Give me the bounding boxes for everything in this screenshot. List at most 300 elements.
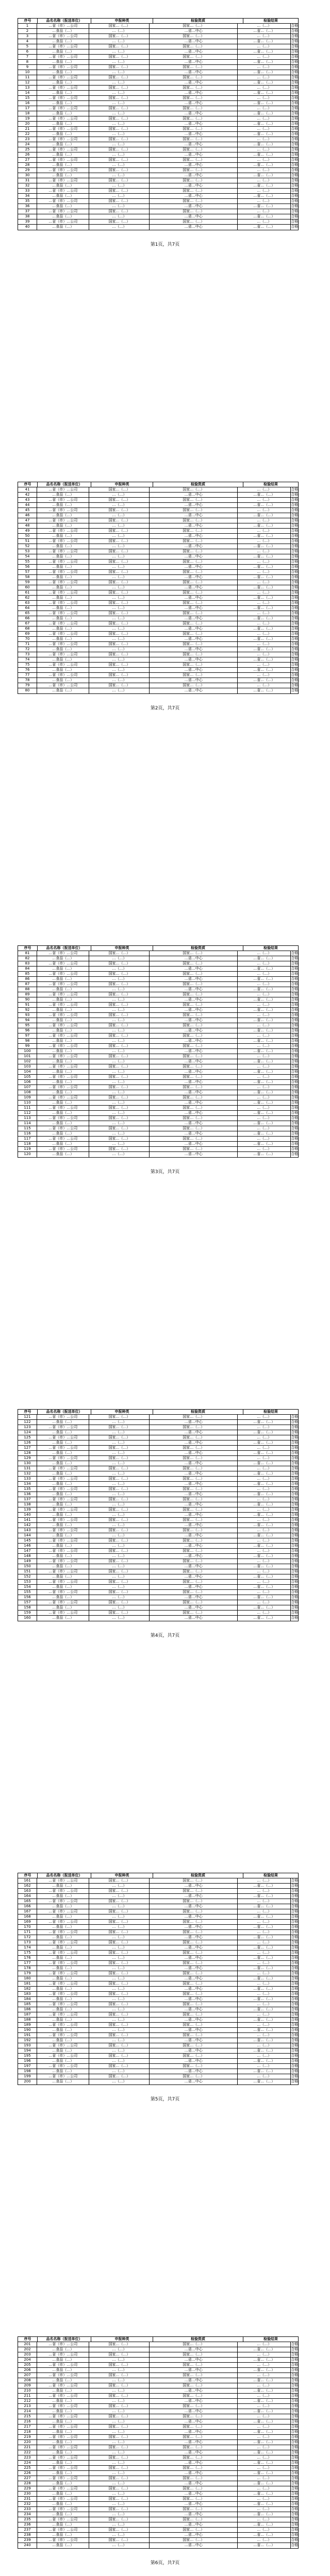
table-cell: 195 xyxy=(18,2054,37,2058)
table-cell: 94 xyxy=(18,1018,37,1023)
table-cell: …食品（…） xyxy=(37,2461,89,2465)
table-cell: 合格 xyxy=(291,2074,298,2078)
table-cell: …省…（…） xyxy=(238,493,291,497)
table-row xyxy=(18,1564,298,1569)
table-cell: 合格 xyxy=(291,2342,298,2346)
table-cell: …省（市）…公司 xyxy=(37,2074,89,2079)
table-row xyxy=(18,570,298,575)
table-cell: …（…） xyxy=(238,2342,291,2347)
table-row xyxy=(18,1894,298,1899)
table-cell: …省…中心 xyxy=(150,596,238,600)
table-cell: 143 xyxy=(18,1528,37,1533)
table-cell: …省（市）…公司 xyxy=(37,127,89,131)
table-cell: …省…中心 xyxy=(150,111,238,116)
table-cell: 国家…（…） xyxy=(150,601,238,605)
table-row xyxy=(18,1920,298,1925)
table-cell: …省…（…） xyxy=(238,2522,291,2527)
table-header-cell: 检验资质 xyxy=(153,2337,243,2342)
table-cell: 国家…（…） xyxy=(150,951,238,956)
table-row xyxy=(18,1425,298,1430)
table-cell: …（…） xyxy=(238,673,291,677)
table-cell: …食品（…） xyxy=(37,2533,89,2537)
table-cell: …省…（…） xyxy=(238,1595,291,1600)
table-cell: 合格 xyxy=(291,1549,298,1553)
table-cell: 国家…（…） xyxy=(89,1085,150,1090)
table-cell: 合格 xyxy=(291,637,298,641)
table-cell: 150 xyxy=(18,1564,37,1569)
table-cell: …省…中心 xyxy=(150,1894,238,1899)
table-cell: …（…） xyxy=(238,1126,291,1131)
table-row xyxy=(18,142,298,147)
table-cell: 合格 xyxy=(291,106,298,110)
table-cell: 国家…（…） xyxy=(150,1003,238,1007)
document-page xyxy=(0,1391,330,1855)
table-cell: …食品（…） xyxy=(37,544,89,549)
table-cell: …（…） xyxy=(238,992,291,997)
table-cell: …（…） xyxy=(89,2059,150,2063)
table-row xyxy=(18,219,298,225)
table-row xyxy=(18,688,298,693)
table-row xyxy=(18,2543,298,2548)
table-cell: …省…中心 xyxy=(150,1574,238,1579)
table-cell: 国家…（…） xyxy=(89,189,150,193)
table-cell: 46 xyxy=(18,513,37,518)
table-cell: …省（市）…公司 xyxy=(37,86,89,90)
table-cell: 国家…（…） xyxy=(150,1075,238,1079)
table-cell: 167 xyxy=(18,1909,37,1914)
table-cell: …（…） xyxy=(89,1090,150,1095)
table-cell: 国家…（…） xyxy=(89,1435,150,1440)
table-cell: …（…） xyxy=(238,487,291,492)
table-cell: …省（市）…公司 xyxy=(37,1044,89,1048)
table-cell: 200 xyxy=(18,2079,37,2084)
table-cell: …省…（…） xyxy=(238,111,291,116)
table-row xyxy=(18,967,298,972)
table-cell: 171 xyxy=(18,1930,37,1935)
table-cell: 合格 xyxy=(291,2538,298,2542)
table-cell: 国家…（…） xyxy=(89,1909,150,1914)
table-cell: 27 xyxy=(18,158,37,162)
table-cell: 国家…（…） xyxy=(150,1054,238,1059)
table-cell: …省…（…） xyxy=(238,2502,291,2506)
table-cell: 合格 xyxy=(291,1054,298,1058)
table-cell: 国家…（…） xyxy=(89,34,150,39)
table-cell: 国家…（…） xyxy=(150,1137,238,1141)
table-cell: 合格 xyxy=(291,1992,298,1996)
table-cell: …（…） xyxy=(238,652,291,657)
table-cell: 126 xyxy=(18,1440,37,1445)
table-cell: 国家…（…） xyxy=(89,158,150,162)
table-cell: …食品（…） xyxy=(37,122,89,126)
table-cell: …省…中心 xyxy=(150,163,238,167)
table-cell: 国家…（…） xyxy=(89,2414,150,2419)
table-cell: 113 xyxy=(18,1116,37,1121)
table-cell: …（…） xyxy=(238,96,291,100)
table-cell: 国家…（…） xyxy=(150,1878,238,1883)
table-cell: …（…） xyxy=(89,1492,150,1497)
table-cell: …省（市）…公司 xyxy=(37,1446,89,1450)
table-cell: 85 xyxy=(18,972,37,976)
table-cell: …省…中心 xyxy=(150,29,238,33)
table-cell: …省（市）…公司 xyxy=(37,673,89,677)
table-cell: …食品（…） xyxy=(37,2471,89,2476)
table-row xyxy=(18,34,298,39)
table-cell: 国家…（…） xyxy=(150,116,238,121)
table-header-cell: 检验资质 xyxy=(153,946,243,951)
table-cell: 52 xyxy=(18,544,37,549)
table-cell: …省…中心 xyxy=(150,132,238,137)
table-cell: …（…） xyxy=(238,34,291,39)
table-cell: 合格 xyxy=(291,1003,298,1007)
table-cell: 国家…（…） xyxy=(89,498,150,502)
table-cell: 合格 xyxy=(291,1075,298,1079)
table-cell: 国家…（…） xyxy=(150,1477,238,1481)
table-cell: 68 xyxy=(18,626,37,631)
table-cell: …食品（…） xyxy=(37,1935,89,1940)
table-cell: 141 xyxy=(18,1518,37,1522)
table-cell: …（…） xyxy=(89,2440,150,2445)
table-cell: …省（市）…公司 xyxy=(37,116,89,121)
table-cell: 国家…（…） xyxy=(150,2352,238,2357)
table-cell: …省（市）…公司 xyxy=(37,2517,89,2522)
table-cell: 合格 xyxy=(291,2466,298,2470)
table-cell: …省…中心 xyxy=(150,80,238,85)
table-cell: …食品（…） xyxy=(37,1471,89,1476)
table-cell: 国家…（…） xyxy=(89,137,150,142)
table-cell: 国家…（…） xyxy=(150,2023,238,2027)
table-cell: 合格 xyxy=(291,214,298,218)
table-cell: 合格 xyxy=(291,1956,298,1960)
table-cell: 89 xyxy=(18,992,37,997)
table-row xyxy=(18,487,298,493)
table-cell: …省…（…） xyxy=(238,2512,291,2517)
table-cell: 90 xyxy=(18,997,37,1002)
table-cell: 国家…（…） xyxy=(89,539,150,544)
table-row xyxy=(18,2048,298,2054)
table-cell: …省…中心 xyxy=(150,1471,238,1476)
table-cell: …省（市）…公司 xyxy=(37,168,89,173)
table-cell: …省…中心 xyxy=(150,1492,238,1497)
table-cell: …（…） xyxy=(238,2023,291,2027)
table-cell: …省（市）…公司 xyxy=(37,199,89,204)
table-cell: 合格 xyxy=(291,1028,298,1032)
table-row xyxy=(18,2378,298,2383)
table-cell: …省（市）…公司 xyxy=(37,1013,89,1018)
table-header-cell: 检验结果 xyxy=(263,1410,278,1414)
table-cell: …省…（…） xyxy=(238,1008,291,1012)
table-cell: …食品（…） xyxy=(37,2440,89,2445)
table-cell: …省…（…） xyxy=(238,616,291,621)
table-cell: 国家…（…） xyxy=(150,518,238,523)
table-cell: …省（市）…公司 xyxy=(37,1435,89,1440)
table-cell: 合格 xyxy=(291,1945,298,1950)
table-cell: 54 xyxy=(18,554,37,559)
table-cell: …（…） xyxy=(89,554,150,559)
table-cell: 国家…（…） xyxy=(150,1487,238,1492)
table-cell: …省…中心 xyxy=(150,1059,238,1064)
table-cell: 合格 xyxy=(291,652,298,656)
table-row xyxy=(18,2018,298,2023)
table-cell: 73 xyxy=(18,652,37,657)
table-cell: …（…） xyxy=(89,2450,150,2455)
table-cell: …省…（…） xyxy=(238,513,291,518)
table-cell: 13 xyxy=(18,86,37,90)
table-cell: …（…） xyxy=(89,596,150,600)
table-cell: 国家…（…） xyxy=(89,487,150,492)
table-cell: …（…） xyxy=(89,523,150,528)
table-cell: 合格 xyxy=(291,1430,298,1434)
table-cell: 合格 xyxy=(291,1111,298,1115)
table-cell: 合格 xyxy=(291,951,298,955)
table-cell: 合格 xyxy=(291,44,298,48)
table-cell: …（…） xyxy=(89,2358,150,2362)
table-cell: …省…中心 xyxy=(150,1142,238,1146)
table-cell: …省…（…） xyxy=(238,1605,291,1610)
table-cell: …（…） xyxy=(238,2497,291,2501)
table-cell: 合格 xyxy=(291,2497,298,2501)
table-cell: …食品（…） xyxy=(37,2409,89,2414)
table-row xyxy=(18,616,298,621)
table-cell: …食品（…） xyxy=(37,2492,89,2496)
table-cell: …（…） xyxy=(89,1976,150,1981)
table-cell: …省…（…） xyxy=(238,1884,291,1888)
table-cell: 合格 xyxy=(291,189,298,193)
table-cell: 合格 xyxy=(291,2012,298,2016)
table-cell: 国家…（…） xyxy=(89,2507,150,2512)
table-cell: 国家…（…） xyxy=(89,178,150,183)
table-cell: …食品（…） xyxy=(37,1894,89,1899)
table-cell: 158 xyxy=(18,1605,37,1610)
table-cell: 国家…（…） xyxy=(89,1487,150,1492)
table-cell: …食品（…） xyxy=(37,1956,89,1960)
table-cell: 169 xyxy=(18,1920,37,1924)
table-cell: 175 xyxy=(18,1951,37,1955)
table-cell: 合格 xyxy=(291,673,298,677)
table-cell: …（…） xyxy=(89,1451,150,1455)
table-cell: 国家…（…） xyxy=(89,2363,150,2367)
table-row xyxy=(18,2399,298,2404)
table-row xyxy=(18,2502,298,2507)
table-cell: 合格 xyxy=(291,137,298,141)
table-cell: 合格 xyxy=(291,544,298,548)
table-cell: 79 xyxy=(18,683,37,688)
table-cell: …省…（…） xyxy=(238,585,291,590)
table-row xyxy=(18,1430,298,1435)
table-cell: …（…） xyxy=(89,1616,150,1621)
table-cell: …（…） xyxy=(238,2425,291,2429)
table-cell: 合格 xyxy=(291,1451,298,1455)
table-cell: …（…） xyxy=(89,2038,150,2043)
table-cell: …省（市）…公司 xyxy=(37,1580,89,1584)
table-cell: …食品（…） xyxy=(37,91,89,95)
table-cell: 合格 xyxy=(291,163,298,167)
table-cell: …省…（…） xyxy=(238,1430,291,1435)
table-cell: 国家…（…） xyxy=(150,2414,238,2419)
table-cell: 国家…（…） xyxy=(150,1415,238,1419)
document-page xyxy=(0,927,330,1391)
table-row xyxy=(18,1569,298,1574)
table-cell: 国家…（…） xyxy=(150,86,238,90)
table-row xyxy=(18,225,298,230)
table-cell: 226 xyxy=(18,2471,37,2476)
table-row xyxy=(18,956,298,961)
table-cell: …（…） xyxy=(238,209,291,214)
table-cell: …食品（…） xyxy=(37,585,89,590)
table-cell: …省（市）…公司 xyxy=(37,580,89,585)
table-cell: 214 xyxy=(18,2409,37,2414)
table-cell: …省（市）…公司 xyxy=(37,2394,89,2398)
table-cell: …省…（…） xyxy=(238,163,291,167)
table-cell: 206 xyxy=(18,2368,37,2372)
table-cell: …省…中心 xyxy=(150,2492,238,2496)
table-row xyxy=(18,111,298,116)
table-cell: 国家…（…） xyxy=(150,1044,238,1048)
table-cell: …省…（…） xyxy=(238,1554,291,1558)
table-cell: 国家…（…） xyxy=(89,982,150,987)
table-cell: …（…） xyxy=(89,1523,150,1528)
table-row xyxy=(18,1070,298,1075)
table-row xyxy=(18,498,298,503)
table-cell: 合格 xyxy=(291,1049,298,1053)
table-cell: …省…中心 xyxy=(150,1976,238,1981)
table-cell: 合格 xyxy=(291,2440,298,2444)
table-cell: …省…中心 xyxy=(150,1430,238,1435)
table-cell: …（…） xyxy=(238,2054,291,2058)
table-cell: …省…（…） xyxy=(238,1049,291,1054)
table-cell: …省…（…） xyxy=(238,91,291,95)
table-row xyxy=(18,1008,298,1013)
table-cell: …（…） xyxy=(238,65,291,70)
table-cell: …省…（…） xyxy=(238,2543,291,2548)
table-cell: …（…） xyxy=(89,173,150,178)
table-cell: …（…） xyxy=(238,219,291,224)
table-cell: 国家…（…） xyxy=(89,1064,150,1069)
table-cell: …省（市）…公司 xyxy=(37,1971,89,1976)
table-cell: …（…） xyxy=(238,1064,291,1069)
table-cell: 合格 xyxy=(291,1492,298,1496)
table-cell: …省…（…） xyxy=(238,29,291,33)
table-cell: …省（市）…公司 xyxy=(37,611,89,616)
table-header-cell: 品名名称（报送单位） xyxy=(38,2337,91,2342)
table-cell: …省…（…） xyxy=(238,1482,291,1486)
table-cell: 38 xyxy=(18,214,37,219)
table-cell: 合格 xyxy=(291,2404,298,2408)
table-cell: …（…） xyxy=(89,1966,150,1971)
table-cell: …（…） xyxy=(238,1518,291,1522)
table-cell: 119 xyxy=(18,1147,37,1151)
table-cell: 合格 xyxy=(291,977,298,981)
table-cell: 合格 xyxy=(291,513,298,517)
table-cell: 国家…（…） xyxy=(150,2528,238,2532)
table-cell: …省（市）…公司 xyxy=(37,1054,89,1059)
table-cell: …省…（…） xyxy=(238,1987,291,1991)
table-cell: 合格 xyxy=(291,1461,298,1465)
table-cell: 合格 xyxy=(291,2023,298,2027)
table-row xyxy=(18,101,298,106)
table-row xyxy=(18,2023,298,2028)
table-cell: …（…） xyxy=(89,647,150,652)
table-cell: …食品（…） xyxy=(37,554,89,559)
table-cell: …省（市）…公司 xyxy=(37,2002,89,2007)
table-cell: 国家…（…） xyxy=(150,498,238,502)
table-cell: …省…（…） xyxy=(238,637,291,641)
table-cell: …省…中心 xyxy=(150,1544,238,1548)
table-row xyxy=(18,1945,298,1951)
table-cell: …（…） xyxy=(89,101,150,106)
table-cell: 62 xyxy=(18,596,37,600)
table-cell: 合格 xyxy=(291,2079,298,2083)
table-cell: …食品（…） xyxy=(37,2048,89,2053)
table-cell: …省（市）…公司 xyxy=(37,621,89,626)
table-cell: 合格 xyxy=(291,1507,298,1512)
table-cell: 20 xyxy=(18,122,37,126)
table-cell: …（…） xyxy=(238,2476,291,2481)
table-cell: …省…（…） xyxy=(238,1028,291,1033)
table-cell: 57 xyxy=(18,570,37,574)
table-cell: …（…） xyxy=(89,1471,150,1476)
table-cell: 223 xyxy=(18,2455,37,2460)
table-cell: 国家…（…） xyxy=(89,86,150,90)
table-cell: …省（市）…公司 xyxy=(37,972,89,976)
table-cell: 176 xyxy=(18,1956,37,1960)
table-cell: 国家…（…） xyxy=(150,1559,238,1564)
table-cell: 合格 xyxy=(291,1420,298,1424)
table-cell: 12 xyxy=(18,80,37,85)
table-header-cell: 检验结果 xyxy=(263,2337,278,2341)
table-cell: 合格 xyxy=(291,127,298,131)
table-cell: 合格 xyxy=(291,1930,298,1934)
table-cell: …食品（…） xyxy=(37,1523,89,1528)
table-cell: …食品（…） xyxy=(37,80,89,85)
table-cell: …（…） xyxy=(89,606,150,611)
table-cell: …省…（…） xyxy=(238,2471,291,2476)
table-cell: …省…（…） xyxy=(238,2533,291,2537)
table-cell: …（…） xyxy=(89,49,150,54)
table-cell: 138 xyxy=(18,1502,37,1507)
table-cell: …省…中心 xyxy=(150,2007,238,2012)
table-cell: …省…中心 xyxy=(150,70,238,75)
table-cell: 合格 xyxy=(291,1987,298,1991)
table-cell: 合格 xyxy=(291,1466,298,1470)
table-cell: …省…（…） xyxy=(238,1039,291,1043)
table-row xyxy=(18,1003,298,1008)
table-cell: …食品（…） xyxy=(37,1018,89,1023)
table-cell: …（…） xyxy=(89,1070,150,1074)
table-cell: 国家…（…） xyxy=(89,683,150,688)
table-cell: 合格 xyxy=(291,91,298,95)
table-cell: 78 xyxy=(18,678,37,683)
table-cell: 109 xyxy=(18,1095,37,1100)
table-cell: 213 xyxy=(18,2404,37,2409)
table-cell: 合格 xyxy=(291,2069,298,2073)
table-cell: 合格 xyxy=(291,1116,298,1120)
table-cell: …省…（…） xyxy=(238,2069,291,2074)
table-cell: 国家…（…） xyxy=(89,570,150,574)
table-cell: 国家…（…） xyxy=(89,1940,150,1945)
table-cell: 国家…（…） xyxy=(89,2404,150,2409)
table-cell: …（…） xyxy=(89,111,150,116)
table-cell: 国家…（…） xyxy=(89,2486,150,2491)
table-cell: …（…） xyxy=(89,1904,150,1909)
table-cell: 53 xyxy=(18,549,37,554)
table-cell: …省…（…） xyxy=(238,70,291,75)
table-cell: …省（市）…公司 xyxy=(37,1920,89,1924)
table-cell: …（…） xyxy=(238,1940,291,1945)
table-cell: …省…中心 xyxy=(150,1987,238,1991)
table-cell: …食品（…） xyxy=(37,142,89,147)
table-cell: …省…中心 xyxy=(150,1605,238,1610)
table-cell: …（…） xyxy=(238,75,291,80)
